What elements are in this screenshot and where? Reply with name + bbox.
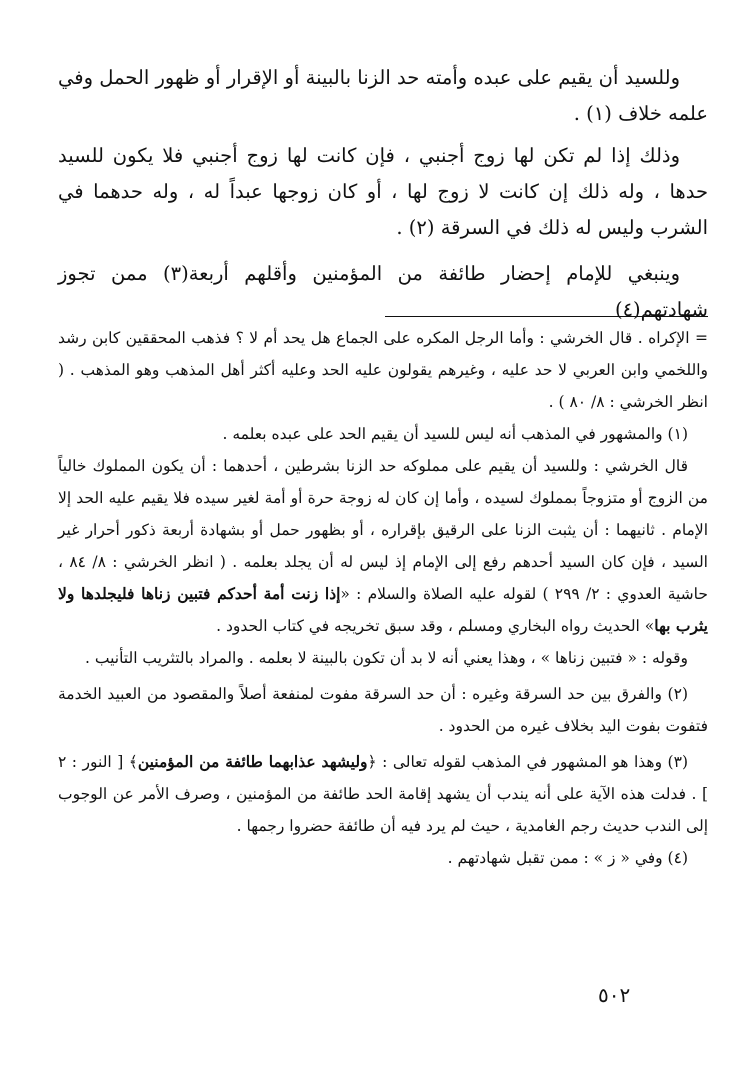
footnote-2: (٢) والفرق بين حد السرقة وغيره : أن حد السرقة مفوت لمنفعة أصلاً والمقصود من العبيد الخدمة فتفوت بفوت اليد بخلاف غيره من الحدود .: [58, 685, 708, 735]
footnote-1: (١) والمشهور في المذهب أنه ليس للسيد أن يقيم الحد على عبده بعلمه .: [222, 425, 688, 443]
footnote-3-start: (٣) وهذا هو المشهور في المذهب لقوله تعالى : ﴿: [367, 753, 688, 771]
footnote-1-khurashi-start: قال الخرشي : وللسيد أن يقيم على مملوكه حد الزنا بشرطين ، أحدهما : أن يكون المملوك خالياً من الزوج أو متزوجاً بمملوك لسيده ، وأما إن كان له زوجة حرة أو أمة لغير سيده فلا يقيم عليه الحد إلا الإمام . ثانيهما : أن يثبت الزنا على الرقيق بإقراره ، أو بظهور حمل أو بشهادة أربعة ذكور أحرار غير السيد ، فإن كان السيد أحدهم رفع إلى الإمام إذ ليس له أن يجلد بعلمه . ( انظر الخرشي : ٨/ ٨٤ ، حاشية العدوي : ٢/ ٢٩٩ ) لقوله عليه الصلاة والسلام : «: [58, 457, 708, 603]
main-paragraph-3: وينبغي للإمام إحضار طائفة من المؤمنين وأقلهم أربعة(٣) ممن تجوز شهادتهم(٤): [58, 262, 708, 321]
footnote-continuation: = الإكراه . قال الخرشي : وأما الرجل المكره على الجماع هل يحد أم لا ؟ فذهب المحققين كابن رشد واللخمي وابن العربي لا حد عليه ، وغيرهم يقولون عليه الحد وعليه أكثر أهل المذهب وهو المذهب . ( انظر الخرشي : ٨/ ٨٠ ) .: [58, 329, 708, 411]
footnote-1-khurashi-end: » الحديث رواه البخاري ومسلم ، وقد سبق تخريجه في كتاب الحدود .: [216, 617, 655, 635]
footnote-3: [58, 746, 708, 842]
main-text: [58, 60, 708, 334]
footnote-1-khurashi: [58, 450, 708, 642]
footnote-4: (٤) وفي « ز » : ممن تقبل شهادتهم .: [447, 849, 688, 867]
footnote-divider: [385, 316, 708, 317]
footnotes: [58, 322, 708, 874]
quran-verse: وليشهد عذابهما طائفة من المؤمنين: [137, 752, 368, 771]
main-paragraph-1: وللسيد أن يقيم على عبده وأمته حد الزنا بالبينة أو الإقرار أو ظهور الحمل وفي علمه خلاف (١) .: [58, 66, 708, 125]
page-number: ٥٠٢: [598, 983, 631, 1007]
footnote-3-end: ﴾ [ النور : ٢ ] . فدلت هذه الآية على أنه يندب أن يشهد إقامة الحد طائفة من المؤمنين ، وصرف الأمر عن الوجوب إلى الندب حديث رجم الغامدية ، حيث لم يرد فيه أن طائفة حضروا رجمها .: [58, 753, 708, 835]
footnote-1-explanation: وقوله : « فتبين زناها » ، وهذا يعني أنه لا بد أن تكون بالبينة لا بعلمه . والمراد بالتثريب التأنيب .: [85, 649, 688, 667]
main-paragraph-2: وذلك إذا لم تكن لها زوج أجنبي ، فإن كانت لها زوج أجنبي فلا يكون للسيد حدها ، وله ذلك إن كانت لا زوج لها ، أو كان زوجها عبداً له ، وله حدهما في الشرب وليس له ذلك في السرقة (٢) .: [58, 144, 708, 239]
hadith-text: إذا زنت أمة أحدكم فتبين زناها فليجلدها ولا يثرب بها: [58, 584, 708, 635]
